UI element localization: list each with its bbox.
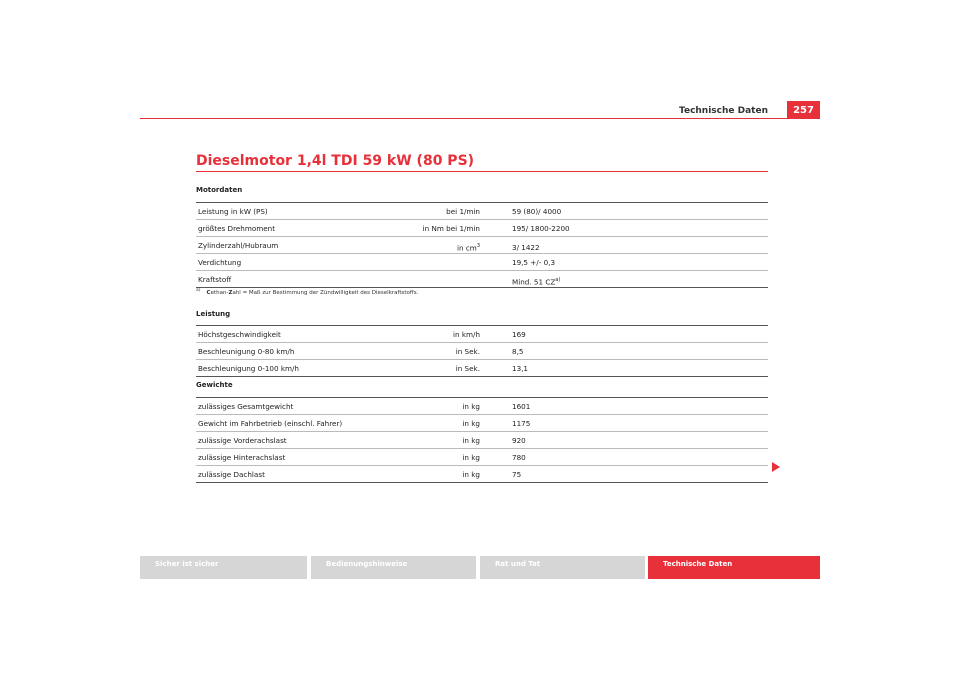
row-unit: in kg xyxy=(462,453,480,462)
row-value: 13,1 xyxy=(512,364,529,373)
table-row xyxy=(196,220,768,237)
row-label: Kraftstoff xyxy=(198,275,232,284)
table-leistung xyxy=(196,325,768,377)
table-row xyxy=(196,449,768,466)
row-unit xyxy=(457,243,480,252)
table-gewichte xyxy=(196,397,768,483)
row-value: 169 xyxy=(512,330,526,339)
table-row xyxy=(196,254,768,271)
row-unit: in Sek. xyxy=(455,364,480,373)
row-value: 59 (80)/ 4000 xyxy=(512,207,562,216)
table-row xyxy=(196,326,768,343)
row-label: Höchstgeschwindigkeit xyxy=(198,330,281,339)
row-label: größtes Drehmoment xyxy=(198,224,276,233)
header-section-title: Technische Daten xyxy=(679,106,768,116)
next-page-arrow-icon[interactable] xyxy=(772,462,780,472)
bottom-navigation xyxy=(140,556,820,579)
section-heading-gewichte: Gewichte xyxy=(196,381,233,389)
row-label: Beschleunigung 0-100 km/h xyxy=(198,364,299,373)
table-row xyxy=(196,343,768,360)
row-label: zulässiges Gesamtgewicht xyxy=(198,402,294,411)
table-row xyxy=(196,360,768,376)
row-value: 19,5 +/- 0,3 xyxy=(512,258,556,267)
row-value: 920 xyxy=(512,436,526,445)
unit-superscript: 3 xyxy=(476,243,480,249)
row-label: Beschleunigung 0-80 km/h xyxy=(198,347,295,356)
row-unit: in Sek. xyxy=(455,347,480,356)
table-row xyxy=(196,398,768,415)
table-motordaten xyxy=(196,202,768,288)
page-number-badge: 257 xyxy=(787,101,820,119)
tab-bedienungshinweise[interactable]: Bedienungshinweise xyxy=(311,556,476,579)
table-row xyxy=(196,237,768,254)
row-unit: in kg xyxy=(462,436,480,445)
row-label: zulässige Hinterachslast xyxy=(198,453,286,462)
row-label: Leistung in kW (PS) xyxy=(198,207,268,216)
row-value: 8,5 xyxy=(512,347,524,356)
footnote-mark: a) xyxy=(196,288,201,293)
row-label: zulässige Dachlast xyxy=(198,470,265,479)
footnote-letter-z: Z xyxy=(228,290,233,296)
footnote-letter-c: C xyxy=(206,290,211,296)
unit-text: in cm xyxy=(457,243,477,253)
tab-sicher-ist-sicher[interactable]: Sicher ist sicher xyxy=(140,556,307,579)
row-label: Zylinderzahl/Hubraum xyxy=(198,241,279,250)
row-unit: in kg xyxy=(462,402,480,411)
row-unit: in km/h xyxy=(453,330,480,339)
row-value: 1175 xyxy=(512,419,531,428)
row-value: 780 xyxy=(512,453,526,462)
table-row xyxy=(196,466,768,482)
row-value: 3/ 1422 xyxy=(512,243,540,252)
footnote xyxy=(196,288,418,296)
row-value: 1601 xyxy=(512,402,531,411)
section-heading-leistung: Leistung xyxy=(196,310,231,318)
tab-technische-daten[interactable]: Technische Daten xyxy=(648,556,820,579)
table-row xyxy=(196,415,768,432)
footnote-ref: a) xyxy=(555,277,561,283)
footnote-text-1: ethan- xyxy=(210,290,229,296)
table-row xyxy=(196,432,768,449)
table-row xyxy=(196,203,768,220)
row-label: zulässige Vorderachslast xyxy=(198,436,287,445)
section-heading-motordaten: Motordaten xyxy=(196,186,243,194)
row-value: 195/ 1800-2200 xyxy=(512,224,570,233)
row-unit: in Nm bei 1/min xyxy=(422,224,480,233)
row-label: Verdichtung xyxy=(198,258,242,267)
header-divider xyxy=(140,118,820,119)
page-title: Dieselmotor 1,4l TDI 59 kW (80 PS) xyxy=(196,153,475,169)
title-divider xyxy=(196,171,768,172)
row-unit: bei 1/min xyxy=(446,207,480,216)
row-unit: in kg xyxy=(462,419,480,428)
tab-rat-und-tat[interactable]: Rat und Tat xyxy=(480,556,645,579)
row-value: 75 xyxy=(512,470,522,479)
row-label: Gewicht im Fahrbetrieb (einschl. Fahrer) xyxy=(198,419,343,428)
footnote-text-2: ahl = Maß zur Bestimmung der Zündwilligkeit des Dieselkraftstoffs. xyxy=(232,290,419,296)
table-row xyxy=(196,271,768,287)
row-value xyxy=(512,277,560,286)
value-text: Mind. 51 CZ xyxy=(512,277,556,287)
row-unit: in kg xyxy=(462,470,480,479)
